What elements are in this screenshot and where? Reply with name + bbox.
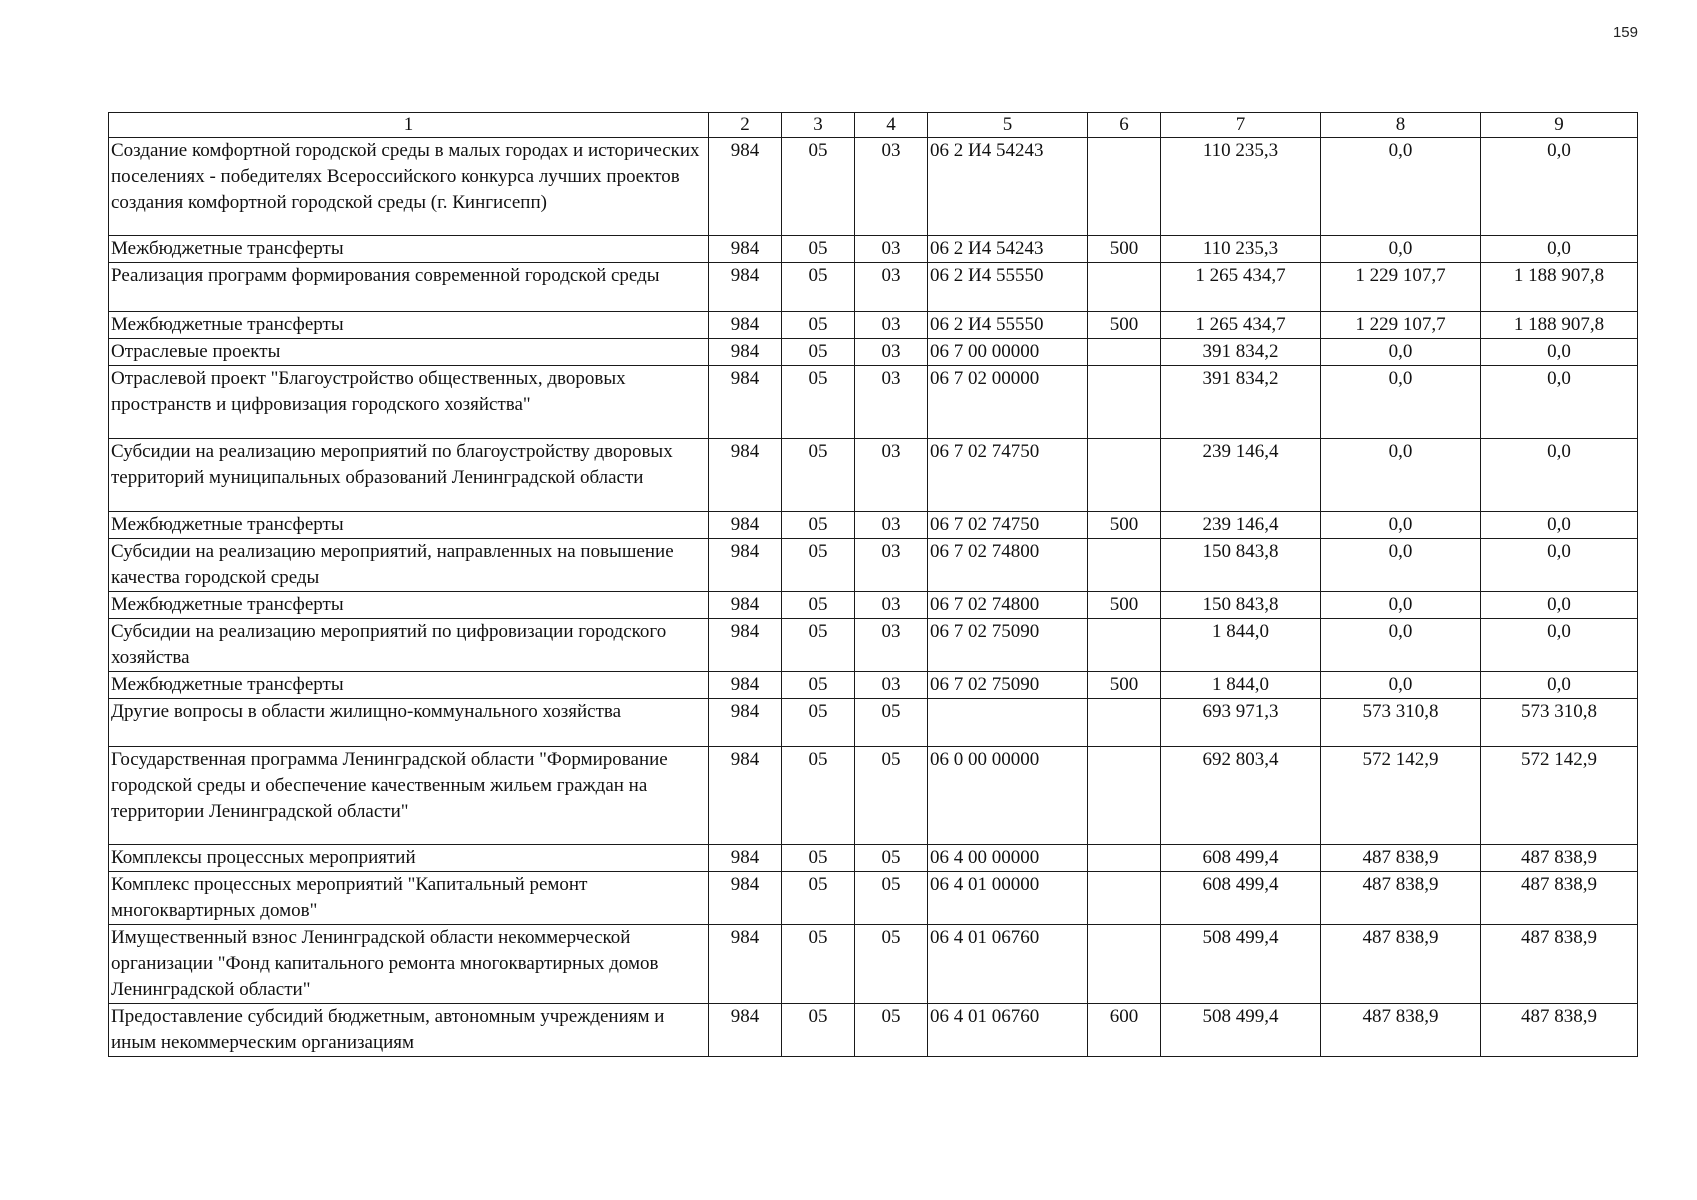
item-name-cell: Субсидии на реализацию мероприятий по благоустройству дворовых территорий муниципальных образований Ленинградской области [109, 439, 709, 512]
section-code-cell: 05 [782, 845, 855, 872]
item-name-cell: Создание комфортной городской среды в малых городах и исторических поселениях - победителях Всероссийского конкурса лучших проектов создания комфортной городской среды (г. Кингисепп) [109, 138, 709, 236]
amount-col9-cell: 1 188 907,8 [1481, 263, 1638, 312]
amount-col8-cell: 0,0 [1321, 539, 1481, 592]
amount-col9-cell: 0,0 [1481, 592, 1638, 619]
table-row [109, 312, 1638, 339]
section-code-cell: 05 [782, 263, 855, 312]
table-row [109, 619, 1638, 672]
target-article-cell: 06 7 02 74750 [928, 512, 1088, 539]
target-article-cell: 06 2 И4 55550 [928, 263, 1088, 312]
admin-code-cell: 984 [709, 747, 782, 845]
expense-type-cell: 600 [1088, 1004, 1161, 1057]
subsection-code-cell: 03 [855, 512, 928, 539]
subsection-code-cell: 05 [855, 925, 928, 1004]
target-article-cell: 06 2 И4 54243 [928, 236, 1088, 263]
item-name-cell: Межбюджетные трансферты [109, 236, 709, 263]
amount-col7-cell: 1 265 434,7 [1161, 312, 1321, 339]
expense-type-cell [1088, 439, 1161, 512]
target-article-cell: 06 7 02 74800 [928, 539, 1088, 592]
subsection-code-cell: 03 [855, 439, 928, 512]
expense-type-cell [1088, 845, 1161, 872]
page-number: 159 [1612, 24, 1638, 41]
amount-col8-cell: 0,0 [1321, 672, 1481, 699]
section-code-cell: 05 [782, 512, 855, 539]
target-article-cell: 06 7 02 00000 [928, 366, 1088, 439]
amount-col8-cell: 487 838,9 [1321, 1004, 1481, 1057]
item-name-cell: Отраслевой проект "Благоустройство общественных, дворовых пространств и цифровизация городского хозяйства" [109, 366, 709, 439]
expense-type-cell [1088, 138, 1161, 236]
amount-col7-cell: 150 843,8 [1161, 592, 1321, 619]
subsection-code-cell: 05 [855, 845, 928, 872]
header-cell: 5 [928, 113, 1088, 138]
expense-type-cell [1088, 339, 1161, 366]
budget-table [108, 112, 1638, 1057]
subsection-code-cell: 05 [855, 699, 928, 747]
section-code-cell: 05 [782, 925, 855, 1004]
section-code-cell: 05 [782, 439, 855, 512]
header-cell: 4 [855, 113, 928, 138]
subsection-code-cell: 03 [855, 366, 928, 439]
expense-type-cell [1088, 872, 1161, 925]
section-code-cell: 05 [782, 138, 855, 236]
amount-col7-cell: 239 146,4 [1161, 439, 1321, 512]
admin-code-cell: 984 [709, 699, 782, 747]
amount-col9-cell: 0,0 [1481, 512, 1638, 539]
admin-code-cell: 984 [709, 439, 782, 512]
table-row [109, 236, 1638, 263]
subsection-code-cell: 03 [855, 138, 928, 236]
expense-type-cell [1088, 263, 1161, 312]
expense-type-cell: 500 [1088, 592, 1161, 619]
expense-type-cell [1088, 366, 1161, 439]
target-article-cell: 06 4 01 06760 [928, 1004, 1088, 1057]
expense-type-cell [1088, 619, 1161, 672]
expense-type-cell: 500 [1088, 512, 1161, 539]
amount-col7-cell: 508 499,4 [1161, 1004, 1321, 1057]
subsection-code-cell: 03 [855, 339, 928, 366]
amount-col7-cell: 391 834,2 [1161, 366, 1321, 439]
expense-type-cell: 500 [1088, 672, 1161, 699]
amount-col8-cell: 0,0 [1321, 439, 1481, 512]
section-code-cell: 05 [782, 312, 855, 339]
amount-col8-cell: 487 838,9 [1321, 925, 1481, 1004]
table-row [109, 592, 1638, 619]
admin-code-cell: 984 [709, 925, 782, 1004]
amount-col9-cell: 0,0 [1481, 339, 1638, 366]
amount-col7-cell: 110 235,3 [1161, 138, 1321, 236]
table-row [109, 339, 1638, 366]
amount-col9-cell: 487 838,9 [1481, 925, 1638, 1004]
section-code-cell: 05 [782, 699, 855, 747]
table-row [109, 366, 1638, 439]
amount-col9-cell: 0,0 [1481, 236, 1638, 263]
amount-col9-cell: 573 310,8 [1481, 699, 1638, 747]
admin-code-cell: 984 [709, 236, 782, 263]
item-name-cell: Отраслевые проекты [109, 339, 709, 366]
amount-col8-cell: 0,0 [1321, 138, 1481, 236]
item-name-cell: Комплекс процессных мероприятий "Капитальный ремонт многоквартирных домов" [109, 872, 709, 925]
amount-col9-cell: 572 142,9 [1481, 747, 1638, 845]
section-code-cell: 05 [782, 672, 855, 699]
item-name-cell: Межбюджетные трансферты [109, 592, 709, 619]
section-code-cell: 05 [782, 236, 855, 263]
item-name-cell: Субсидии на реализацию мероприятий по цифровизации городского хозяйства [109, 619, 709, 672]
admin-code-cell: 984 [709, 512, 782, 539]
item-name-cell: Реализация программ формирования современной городской среды [109, 263, 709, 312]
amount-col7-cell: 1 844,0 [1161, 619, 1321, 672]
subsection-code-cell: 03 [855, 263, 928, 312]
subsection-code-cell: 03 [855, 672, 928, 699]
subsection-code-cell: 05 [855, 1004, 928, 1057]
expense-type-cell [1088, 539, 1161, 592]
subsection-code-cell: 03 [855, 619, 928, 672]
table-row [109, 872, 1638, 925]
target-article-cell: 06 7 02 74800 [928, 592, 1088, 619]
target-article-cell: 06 0 00 00000 [928, 747, 1088, 845]
table-row [109, 925, 1638, 1004]
section-code-cell: 05 [782, 747, 855, 845]
header-cell: 3 [782, 113, 855, 138]
header-cell: 2 [709, 113, 782, 138]
target-article-cell: 06 7 02 75090 [928, 672, 1088, 699]
expense-type-cell [1088, 699, 1161, 747]
target-article-cell: 06 4 01 00000 [928, 872, 1088, 925]
amount-col7-cell: 508 499,4 [1161, 925, 1321, 1004]
header-cell: 8 [1321, 113, 1481, 138]
target-article-cell: 06 7 02 74750 [928, 439, 1088, 512]
admin-code-cell: 984 [709, 339, 782, 366]
header-row [109, 113, 1638, 138]
amount-col9-cell: 0,0 [1481, 366, 1638, 439]
expense-type-cell: 500 [1088, 312, 1161, 339]
amount-col8-cell: 487 838,9 [1321, 845, 1481, 872]
amount-col8-cell: 0,0 [1321, 339, 1481, 366]
table-row [109, 138, 1638, 236]
header-cell: 6 [1088, 113, 1161, 138]
amount-col7-cell: 693 971,3 [1161, 699, 1321, 747]
amount-col9-cell: 0,0 [1481, 619, 1638, 672]
item-name-cell: Комплексы процессных мероприятий [109, 845, 709, 872]
header-cell: 1 [109, 113, 709, 138]
table-row [109, 672, 1638, 699]
target-article-cell: 06 2 И4 54243 [928, 138, 1088, 236]
amount-col9-cell: 0,0 [1481, 672, 1638, 699]
expense-type-cell [1088, 747, 1161, 845]
target-article-cell: 06 2 И4 55550 [928, 312, 1088, 339]
item-name-cell: Межбюджетные трансферты [109, 512, 709, 539]
section-code-cell: 05 [782, 366, 855, 439]
admin-code-cell: 984 [709, 539, 782, 592]
amount-col7-cell: 1 844,0 [1161, 672, 1321, 699]
table-row [109, 1004, 1638, 1057]
admin-code-cell: 984 [709, 366, 782, 439]
amount-col8-cell: 0,0 [1321, 619, 1481, 672]
section-code-cell: 05 [782, 339, 855, 366]
subsection-code-cell: 03 [855, 236, 928, 263]
item-name-cell: Межбюджетные трансферты [109, 312, 709, 339]
admin-code-cell: 984 [709, 592, 782, 619]
item-name-cell: Государственная программа Ленинградской области "Формирование городской среды и обеспечение качественным жильем граждан на территории Ленинградской области" [109, 747, 709, 845]
amount-col7-cell: 608 499,4 [1161, 872, 1321, 925]
amount-col7-cell: 150 843,8 [1161, 539, 1321, 592]
subsection-code-cell: 05 [855, 747, 928, 845]
admin-code-cell: 984 [709, 672, 782, 699]
header-cell: 9 [1481, 113, 1638, 138]
section-code-cell: 05 [782, 592, 855, 619]
section-code-cell: 05 [782, 872, 855, 925]
item-name-cell: Субсидии на реализацию мероприятий, направленных на повышение качества городской среды [109, 539, 709, 592]
table-row [109, 699, 1638, 747]
amount-col9-cell: 0,0 [1481, 439, 1638, 512]
amount-col8-cell: 572 142,9 [1321, 747, 1481, 845]
amount-col8-cell: 0,0 [1321, 592, 1481, 619]
amount-col8-cell: 0,0 [1321, 236, 1481, 263]
amount-col7-cell: 239 146,4 [1161, 512, 1321, 539]
amount-col7-cell: 110 235,3 [1161, 236, 1321, 263]
section-code-cell: 05 [782, 539, 855, 592]
admin-code-cell: 984 [709, 619, 782, 672]
amount-col8-cell: 573 310,8 [1321, 699, 1481, 747]
admin-code-cell: 984 [709, 312, 782, 339]
amount-col9-cell: 0,0 [1481, 138, 1638, 236]
table-row [109, 512, 1638, 539]
item-name-cell: Имущественный взнос Ленинградской области некоммерческой организации "Фонд капитального ремонта многоквартирных домов Ленинградской области" [109, 925, 709, 1004]
amount-col8-cell: 0,0 [1321, 512, 1481, 539]
admin-code-cell: 984 [709, 872, 782, 925]
target-article-cell: 06 7 00 00000 [928, 339, 1088, 366]
section-code-cell: 05 [782, 1004, 855, 1057]
subsection-code-cell: 03 [855, 539, 928, 592]
amount-col9-cell: 487 838,9 [1481, 872, 1638, 925]
amount-col7-cell: 1 265 434,7 [1161, 263, 1321, 312]
target-article-cell: 06 4 00 00000 [928, 845, 1088, 872]
section-code-cell: 05 [782, 619, 855, 672]
table-row [109, 263, 1638, 312]
admin-code-cell: 984 [709, 263, 782, 312]
table-row [109, 439, 1638, 512]
admin-code-cell: 984 [709, 138, 782, 236]
header-cell: 7 [1161, 113, 1321, 138]
table-row [109, 747, 1638, 845]
amount-col9-cell: 487 838,9 [1481, 845, 1638, 872]
target-article-cell [928, 699, 1088, 747]
target-article-cell: 06 4 01 06760 [928, 925, 1088, 1004]
amount-col8-cell: 487 838,9 [1321, 872, 1481, 925]
item-name-cell: Другие вопросы в области жилищно-коммунального хозяйства [109, 699, 709, 747]
subsection-code-cell: 05 [855, 872, 928, 925]
amount-col8-cell: 1 229 107,7 [1321, 263, 1481, 312]
amount-col7-cell: 608 499,4 [1161, 845, 1321, 872]
admin-code-cell: 984 [709, 845, 782, 872]
expense-type-cell: 500 [1088, 236, 1161, 263]
subsection-code-cell: 03 [855, 592, 928, 619]
admin-code-cell: 984 [709, 1004, 782, 1057]
subsection-code-cell: 03 [855, 312, 928, 339]
target-article-cell: 06 7 02 75090 [928, 619, 1088, 672]
amount-col8-cell: 1 229 107,7 [1321, 312, 1481, 339]
expense-type-cell [1088, 925, 1161, 1004]
amount-col8-cell: 0,0 [1321, 366, 1481, 439]
amount-col9-cell: 0,0 [1481, 539, 1638, 592]
item-name-cell: Межбюджетные трансферты [109, 672, 709, 699]
amount-col7-cell: 692 803,4 [1161, 747, 1321, 845]
table-row [109, 539, 1638, 592]
amount-col9-cell: 1 188 907,8 [1481, 312, 1638, 339]
amount-col7-cell: 391 834,2 [1161, 339, 1321, 366]
item-name-cell: Предоставление субсидий бюджетным, автономным учреждениям и иным некоммерческим организациям [109, 1004, 709, 1057]
table-row [109, 845, 1638, 872]
amount-col9-cell: 487 838,9 [1481, 1004, 1638, 1057]
